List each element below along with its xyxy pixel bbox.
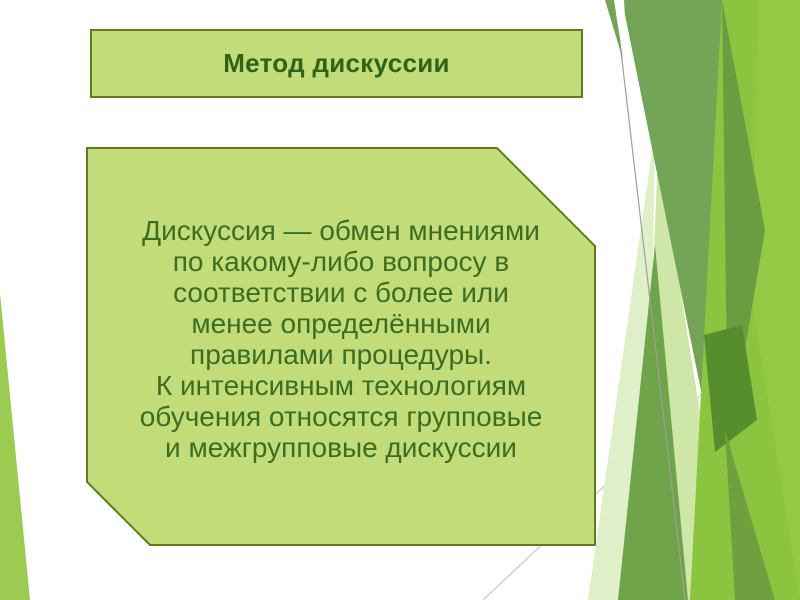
title-box xyxy=(90,29,583,98)
content-body-text: Дискуссия — обмен мнениями по какому-либо вопросу в соответствии с более или менее определёнными правилами процедуры. К интенсивным технологиям обучения относятся групповые и межгрупповые дискуссии xyxy=(139,214,543,463)
slide-title: Метод дискуссии xyxy=(223,48,450,78)
content-box-shape xyxy=(87,148,595,545)
decoration-corner-wedge xyxy=(0,293,30,600)
